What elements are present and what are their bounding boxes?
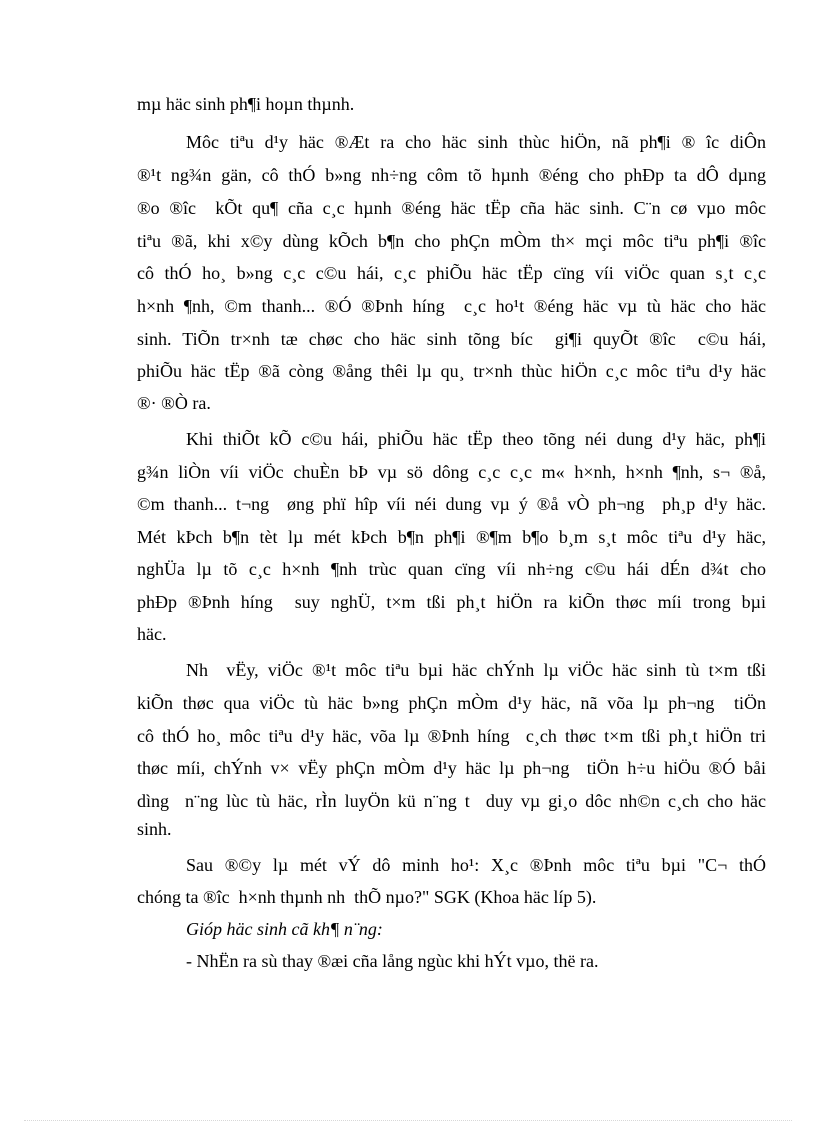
text-line: phiÕu häc tËp ®ã còng ®ång thêi lµ qu¸ tr×nh thùc hiÖn c¸c môc tiªu d¹y häc [137, 361, 766, 381]
page-bottom-rule [24, 1120, 792, 1121]
text-line: ®· ®Ò ra. [137, 393, 211, 413]
paragraph-first-line: Sau ®©y lµ mét vÝ dô minh ho¹: X¸c ®Þnh môc tiªu bµi "C¬ thÓ [186, 855, 766, 875]
text-line: nghÜa lµ tõ c¸c h×nh ¶nh trùc quan cïng víi nh÷ng c©u hái dÉn d¾t cho [137, 559, 766, 579]
text-line: dìng n¨ng lùc tù häc, rÌn luyÖn kü n¨ng t duy vµ gi¸o dôc nh©n c¸ch cho häc [137, 791, 766, 811]
text-line: Mét kÞch b¶n tèt lµ mét kÞch b¶n ph¶i ®¶m b¶o b¸m s¸t môc tiªu d¹y häc, [137, 527, 766, 547]
text-line: ®¹t ng¾n gän, cô thÓ b»ng nh÷ng côm tõ hµnh ®éng cho phÐp ta dÔ dµng [137, 165, 766, 185]
paragraph-first-line: Khi thiÕt kÕ c©u hái, phiÕu häc tËp theo tõng néi dung d¹y häc, ph¶i [186, 429, 766, 449]
text-line: cô thÓ ho¸ môc tiªu d¹y häc, võa lµ ®Þnh híng c¸ch thøc t×m tßi ph¸t hiÖn tri [137, 726, 766, 746]
text-line: ©m thanh... t¬ng øng phï hîp víi néi dung vµ ý ®å vÒ ph¬ng ph¸p d¹y häc. [137, 494, 766, 514]
text-line: h×nh ¶nh, ©m thanh... ®Ó ®Þnh híng c¸c ho¹t ®éng häc vµ tù häc cho häc [137, 296, 766, 316]
text-line: thøc míi, chÝnh v× vËy phÇn mÒm d¹y häc lµ ph¬ng tiÖn h÷u hiÖu ®Ó båi [137, 758, 766, 778]
text-line: kiÕn thøc qua viÖc tù häc b»ng phÇn mÒm d¹y häc, nã võa lµ ph¬ng tiÖn [137, 693, 766, 713]
text-line: phÐp ®Þnh híng suy nghÜ, t×m tßi ph¸t hiÖn ra kiÕn thøc míi trong bµi [137, 592, 766, 612]
text-line: ®o ®îc kÕt qu¶ cña c¸c hµnh ®éng häc tËp cña häc sinh. C¨n cø vµo môc [137, 198, 766, 218]
text-line: häc. [137, 624, 167, 644]
text-line: sinh. TiÕn tr×nh tæ chøc cho häc sinh tõng bíc gi¶i quyÕt ®îc c©u hái, [137, 329, 766, 349]
italic-subheading: Gióp häc sinh cã kh¶ n¨ng: [186, 919, 383, 939]
text-line: tiªu ®ã, khi x©y dùng kÕch b¶n cho phÇn mÒm th× mçi môc tiªu ph¶i ®îc [137, 231, 766, 251]
bullet-item: - NhËn ra sù thay ®æi cña lång ngùc khi hÝt vµo, thë ra. [186, 951, 599, 971]
text-line: sinh. [137, 819, 172, 839]
paragraph-first-line: Nh vËy, viÖc ®¹t môc tiªu bµi häc chÝnh lµ viÖc häc sinh tù t×m tßi [186, 660, 766, 680]
text-line: chóng ta ®îc h×nh thµnh nh thÕ nµo?" SGK (Khoa häc líp 5). [137, 887, 597, 907]
text-line: cô thÓ ho¸ b»ng c¸c c©u hái, c¸c phiÕu häc tËp cïng víi viÖc quan s¸t c¸c [137, 263, 766, 283]
paragraph-first-line: Môc tiªu d¹y häc ®Æt ra cho häc sinh thùc hiÖn, nã ph¶i ® îc diÔn [186, 132, 766, 152]
text-line: g¾n liÒn víi viÖc chuÈn bÞ vµ sö dông c¸c c¸c m« h×nh, h×nh ¶nh, s¬ ®å, [137, 462, 766, 482]
text-line: mµ häc sinh ph¶i hoµn thµnh. [137, 94, 355, 114]
